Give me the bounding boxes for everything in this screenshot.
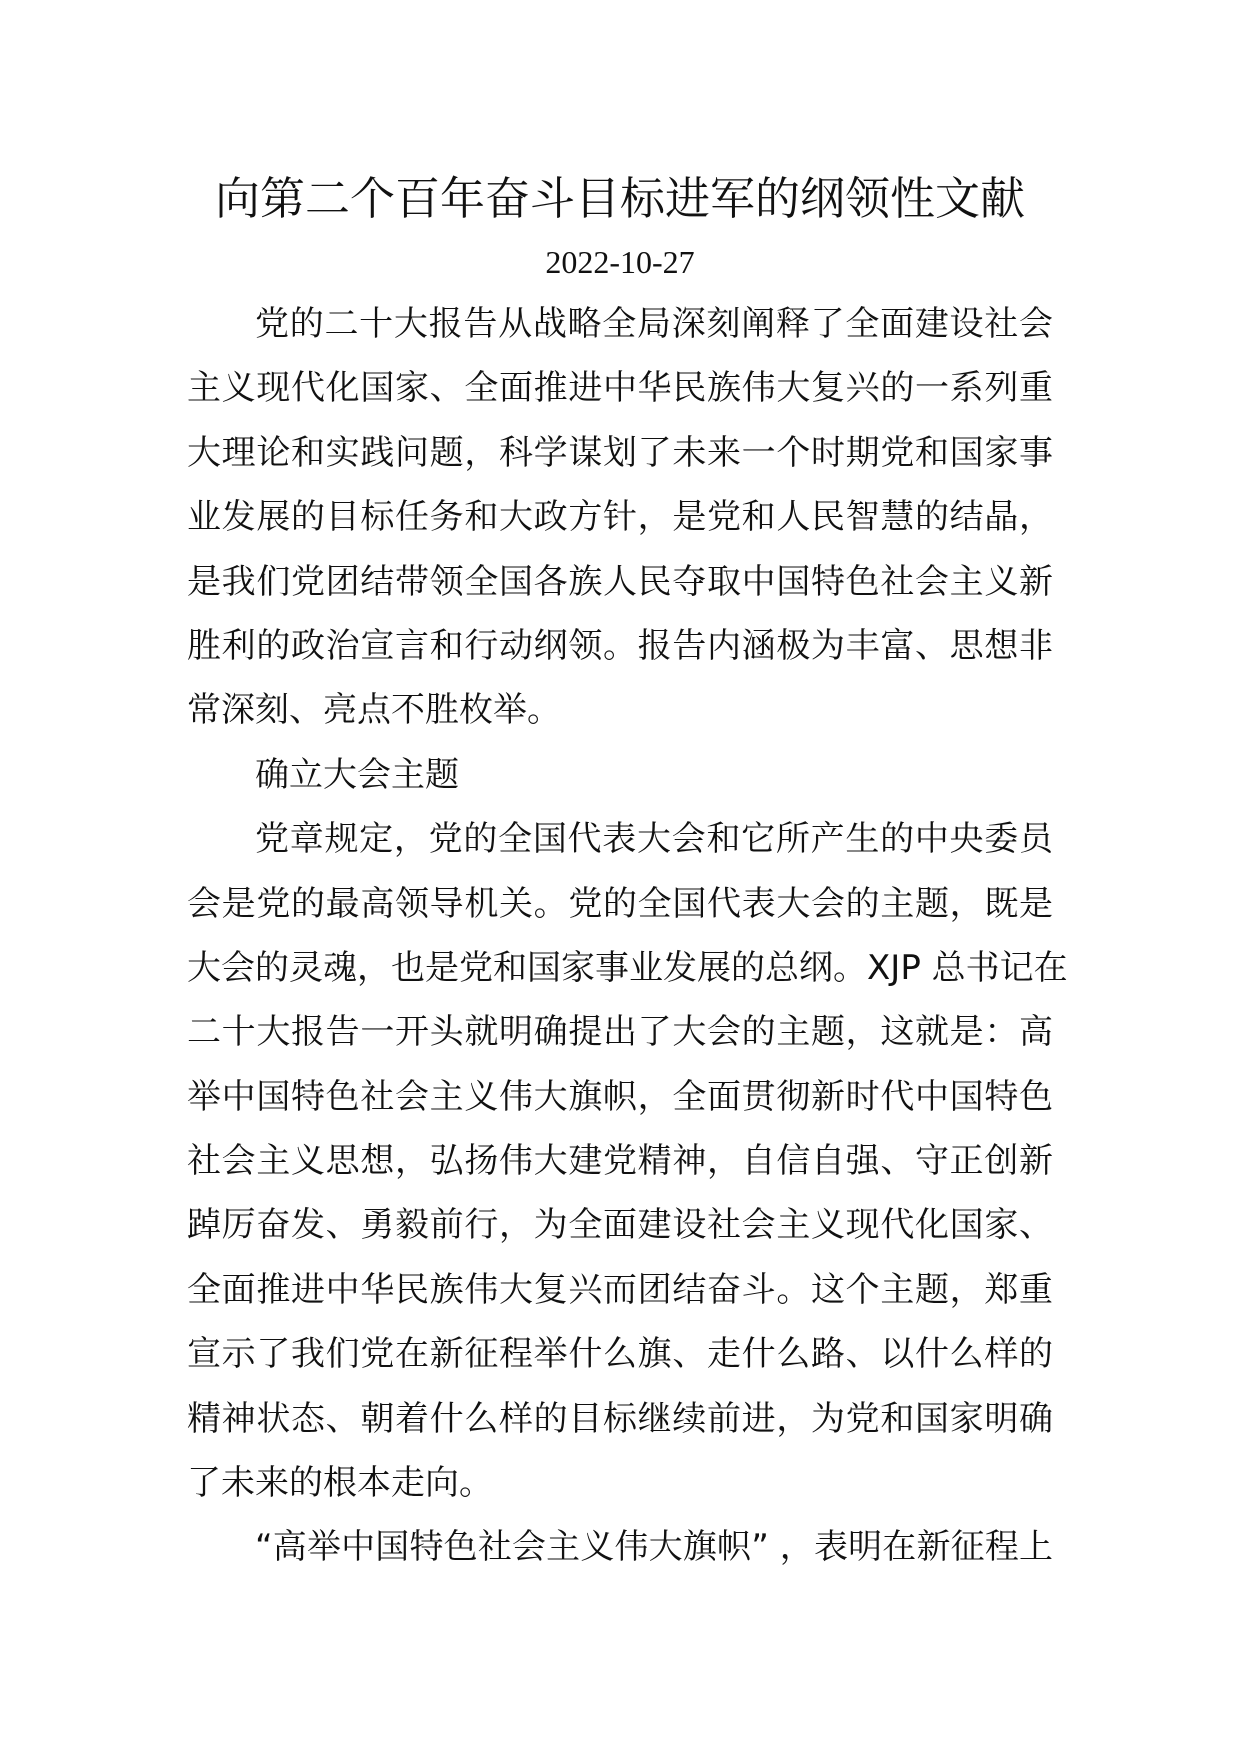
paragraph-1-line: 常深刻、亮点不胜枚举。: [187, 690, 561, 731]
document-body: [187, 292, 1068, 1580]
paragraph-2-line: 精神状态、朝着什么样的目标继续前进，为党和国家明确: [187, 1398, 1053, 1439]
paragraph-2-line: 宣示了我们党在新征程举什么旗、走什么路、以什么样的: [187, 1334, 1053, 1375]
paragraph-2-line: 举中国特色社会主义伟大旗帜，全面贯彻新时代中国特色: [187, 1076, 1053, 1117]
document-title: 向第二个百年奋斗目标进军的纲领性文献: [214, 172, 1025, 225]
paragraph-3-line: “高举中国特色社会主义伟大旗帜” ，表明在新征程上: [255, 1527, 1053, 1568]
paragraph-2-line: 社会主义思想，弘扬伟大建党精神，自信自强、守正创新: [187, 1141, 1053, 1182]
paragraph-2-line: 党章规定，党的全国代表大会和它所产生的中央委员: [255, 819, 1053, 860]
paragraph-2-line: 全面推进中华民族伟大复兴而团结奋斗。这个主题，郑重: [187, 1269, 1053, 1310]
paragraph-1-line: 业发展的目标任务和大政方针，是党和人民智慧的结晶，: [187, 497, 1053, 538]
paragraph-2-line: 会是党的最高领导机关。党的全国代表大会的主题，既是: [187, 883, 1053, 924]
paragraph-1-line: 胜利的政治宣言和行动纲领。报告内涵极为丰富、思想非: [187, 625, 1053, 666]
document-date: 2022-10-27: [545, 244, 695, 280]
paragraph-1-line: 党的二十大报告从战略全局深刻阐释了全面建设社会: [255, 304, 1053, 344]
paragraph-2-line: 踔厉奋发、勇毅前行，为全面建设社会主义现代化国家、: [187, 1205, 1053, 1246]
section-heading: 确立大会主题: [255, 754, 459, 795]
paragraph-1-line: 大理论和实践问题，科学谋划了未来一个时期党和国家事: [187, 432, 1053, 473]
paragraph-2-line: 了未来的根本走向。: [187, 1463, 493, 1504]
paragraph-2-line: 大会的灵魂，也是党和国家事业发展的总纲。XJP 总书记在: [187, 947, 1068, 988]
paragraph-1-line: 是我们党团结带领全国各族人民夺取中国特色社会主义新: [187, 561, 1053, 602]
paragraph-2-line: 二十大报告一开头就明确提出了大会的主题，这就是：高: [187, 1012, 1053, 1053]
paragraph-1-line: 主义现代化国家、全面推进中华民族伟大复兴的一系列重: [187, 368, 1053, 409]
